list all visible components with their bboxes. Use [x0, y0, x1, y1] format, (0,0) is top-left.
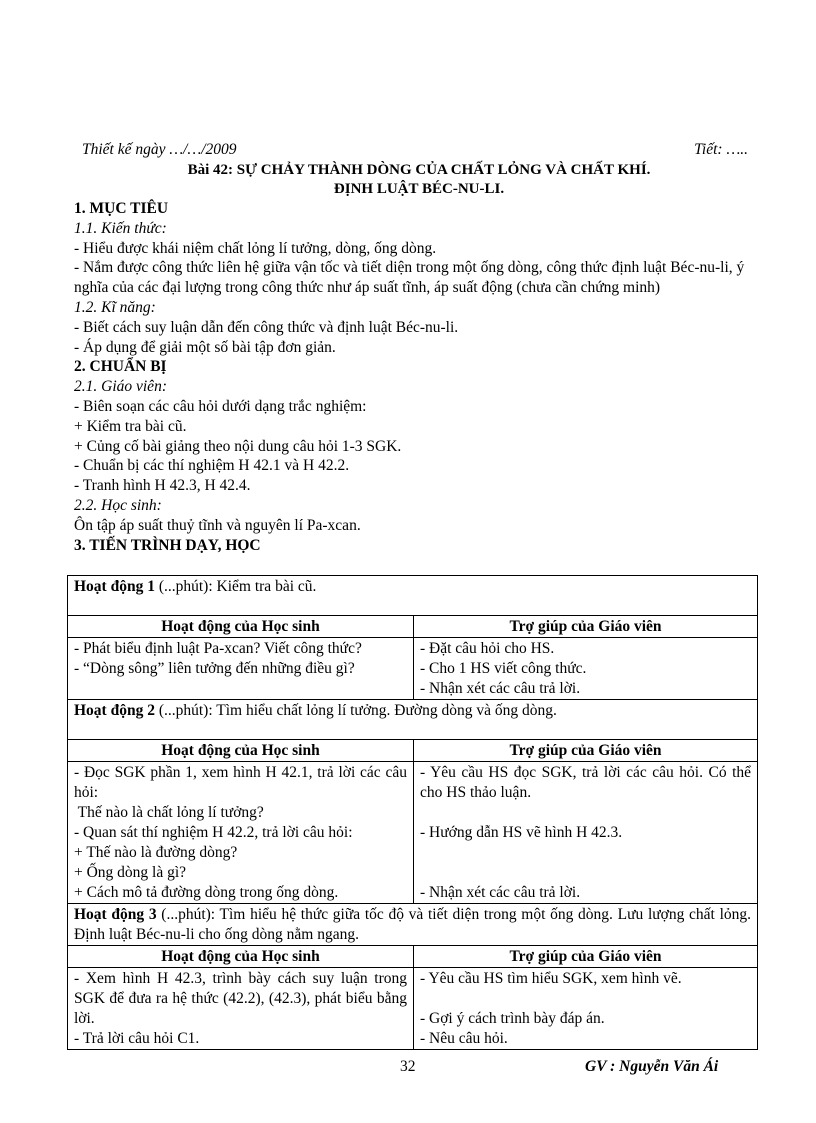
cell-line: - Hướng dẫn HS vẽ hình H 42.3.: [420, 824, 623, 841]
activity-cell: [68, 700, 758, 740]
cell-line: - Đọc SGK phần 1, xem hình H 42.1, trả lời các câu hỏi:: [74, 764, 407, 801]
student-cell: [68, 638, 414, 700]
cell-line: - Phát biểu định luật Pa-xcan? Viết công thức?: [74, 640, 362, 657]
cell-line: - Nhận xét các câu trả lời.: [420, 884, 581, 901]
cell-line: - Gợi ý cách trình bày đáp án.: [420, 1010, 605, 1027]
page-number: 32: [400, 1058, 416, 1075]
lesson-header: [82, 140, 748, 159]
paragraph: - Hiểu được khái niệm chất lỏng lí tưởng, dòng, ống dòng.: [74, 239, 437, 257]
paragraph: - Áp dụng để giải một số bài tập đơn giản.: [74, 338, 336, 356]
column-header-row: [68, 740, 758, 762]
paragraph: - Biết cách suy luận dẫn đến công thức và định luật Béc-nu-li.: [74, 318, 459, 336]
activity-cell: [68, 576, 758, 616]
cell-line: - Nhận xét các câu trả lời.: [420, 680, 581, 697]
lesson-body: [74, 199, 764, 555]
activity-label: Hoạt động 1: [74, 578, 155, 595]
table-row: [68, 762, 758, 904]
paragraph: Ôn tập áp suất thuỷ tĩnh và nguyên lí Pa-xcan.: [74, 516, 361, 534]
teacher-cell: [414, 762, 758, 904]
paragraph: - Biên soạn các câu hỏi dưới dạng trắc nghiệm:: [74, 397, 367, 415]
activity-cell: [68, 904, 758, 946]
paragraph: - Nắm được công thức liên hệ giữa vận tốc và tiết diện trong một ống dòng, công thức định luật Béc-nu-li, ý nghĩa của các đại lượng trong công thức như áp suất tĩnh, áp suất động (chưa cần chứng minh): [74, 259, 745, 297]
section-heading: 2. CHUẨN BỊ: [74, 358, 167, 376]
teacher-column-header: Trợ giúp của Giáo viên: [414, 946, 758, 968]
activity-row: [68, 700, 758, 740]
period-label: Tiết: …..: [694, 141, 748, 158]
section-heading: 3. TIẾN TRÌNH DẠY, HỌC: [74, 536, 261, 554]
section-heading: 1. MỤC TIÊU: [74, 200, 169, 217]
cell-line: - Yêu cầu HS đọc SGK, trả lời các câu hỏi. Có thể cho HS thảo luận.: [420, 764, 752, 801]
cell-line: Thế nào là chất lỏng lí tưởng?: [74, 804, 264, 821]
cell-line: - Đặt câu hỏi cho HS.: [420, 640, 555, 657]
student-column-header: Hoạt động của Học sinh: [68, 616, 414, 638]
activity-table: [67, 575, 758, 1050]
subsection-heading: 1.2. Kĩ năng:: [74, 298, 156, 316]
cell-line: - Nêu câu hỏi.: [420, 1030, 508, 1047]
table-row: [68, 968, 758, 1050]
student-cell: [68, 968, 414, 1050]
teacher-cell: [414, 968, 758, 1050]
title-line-1: Bài 42: SỰ CHẢY THÀNH DÒNG CỦA CHẤT LỎNG VÀ CHẤT KHÍ.: [187, 162, 651, 178]
teacher-column-header: Trợ giúp của Giáo viên: [414, 616, 758, 638]
activity-row: [68, 904, 758, 946]
author-name: GV : Nguyễn Văn Ái: [585, 1058, 719, 1075]
subsection-heading: 1.1. Kiến thức:: [74, 219, 167, 237]
cell-line: - Cho 1 HS viết công thức.: [420, 660, 587, 677]
teacher-cell: [414, 638, 758, 700]
cell-spacer: [420, 843, 751, 883]
cell-line: - Yêu cầu HS tìm hiểu SGK, xem hình vẽ.: [420, 970, 682, 987]
table-row: [68, 638, 758, 700]
subsection-heading: 2.1. Giáo viên:: [74, 378, 167, 396]
paragraph: + Kiểm tra bài cũ.: [74, 417, 187, 435]
cell-spacer: [420, 803, 751, 823]
student-cell: [68, 762, 414, 904]
cell-line: + Cách mô tả đường dòng trong ống dòng.: [74, 884, 339, 901]
column-header-row: [68, 946, 758, 968]
lesson-title: [74, 161, 764, 199]
activity-text: (...phút): Tìm hiểu hệ thức giữa tốc độ và tiết diện trong một ống dòng. Lưu lượng chất lỏng. Định luật Béc-nu-li cho ống dòng nằm ngang.: [74, 906, 751, 943]
cell-line: + Ống dòng là gì?: [74, 864, 187, 881]
cell-line: - Quan sát thí nghiệm H 42.2, trả lời câu hỏi:: [74, 824, 353, 841]
student-column-header: Hoạt động của Học sinh: [68, 946, 414, 968]
cell-line: - “Dòng sông” liên tưởng đến những điều gì?: [74, 660, 355, 677]
subsection-heading: 2.2. Học sinh:: [74, 496, 162, 514]
cell-spacer: [420, 989, 751, 1009]
cell-line: + Thế nào là đường dòng?: [74, 844, 238, 861]
activity-row: [68, 576, 758, 616]
paragraph: - Tranh hình H 42.3, H 42.4.: [74, 477, 251, 495]
cell-line: - Trả lời câu hỏi C1.: [74, 1030, 200, 1047]
student-column-header: Hoạt động của Học sinh: [68, 740, 414, 762]
activity-text: (...phút): Tìm hiểu chất lỏng lí tưởng. Đường dòng và ống dòng.: [154, 702, 557, 719]
column-header-row: [68, 616, 758, 638]
title-line-2: ĐỊNH LUẬT BÉC-NU-LI.: [333, 181, 505, 197]
cell-line: - Xem hình H 42.3, trình bày cách suy luận trong SGK để đưa ra hệ thức (42.2), (42.3), phát biểu bằng lời.: [74, 970, 407, 1027]
teacher-column-header: Trợ giúp của Giáo viên: [414, 740, 758, 762]
activity-label: Hoạt động 3: [74, 906, 157, 923]
activity-text: (...phút): Kiểm tra bài cũ.: [154, 578, 317, 595]
paragraph: + Củng cố bài giảng theo nội dung câu hỏi 1-3 SGK.: [74, 437, 402, 455]
design-date: Thiết kế ngày …/…/2009: [82, 141, 237, 158]
activity-label: Hoạt động 2: [74, 702, 155, 719]
paragraph: - Chuẩn bị các thí nghiệm H 42.1 và H 42.2.: [74, 457, 350, 475]
